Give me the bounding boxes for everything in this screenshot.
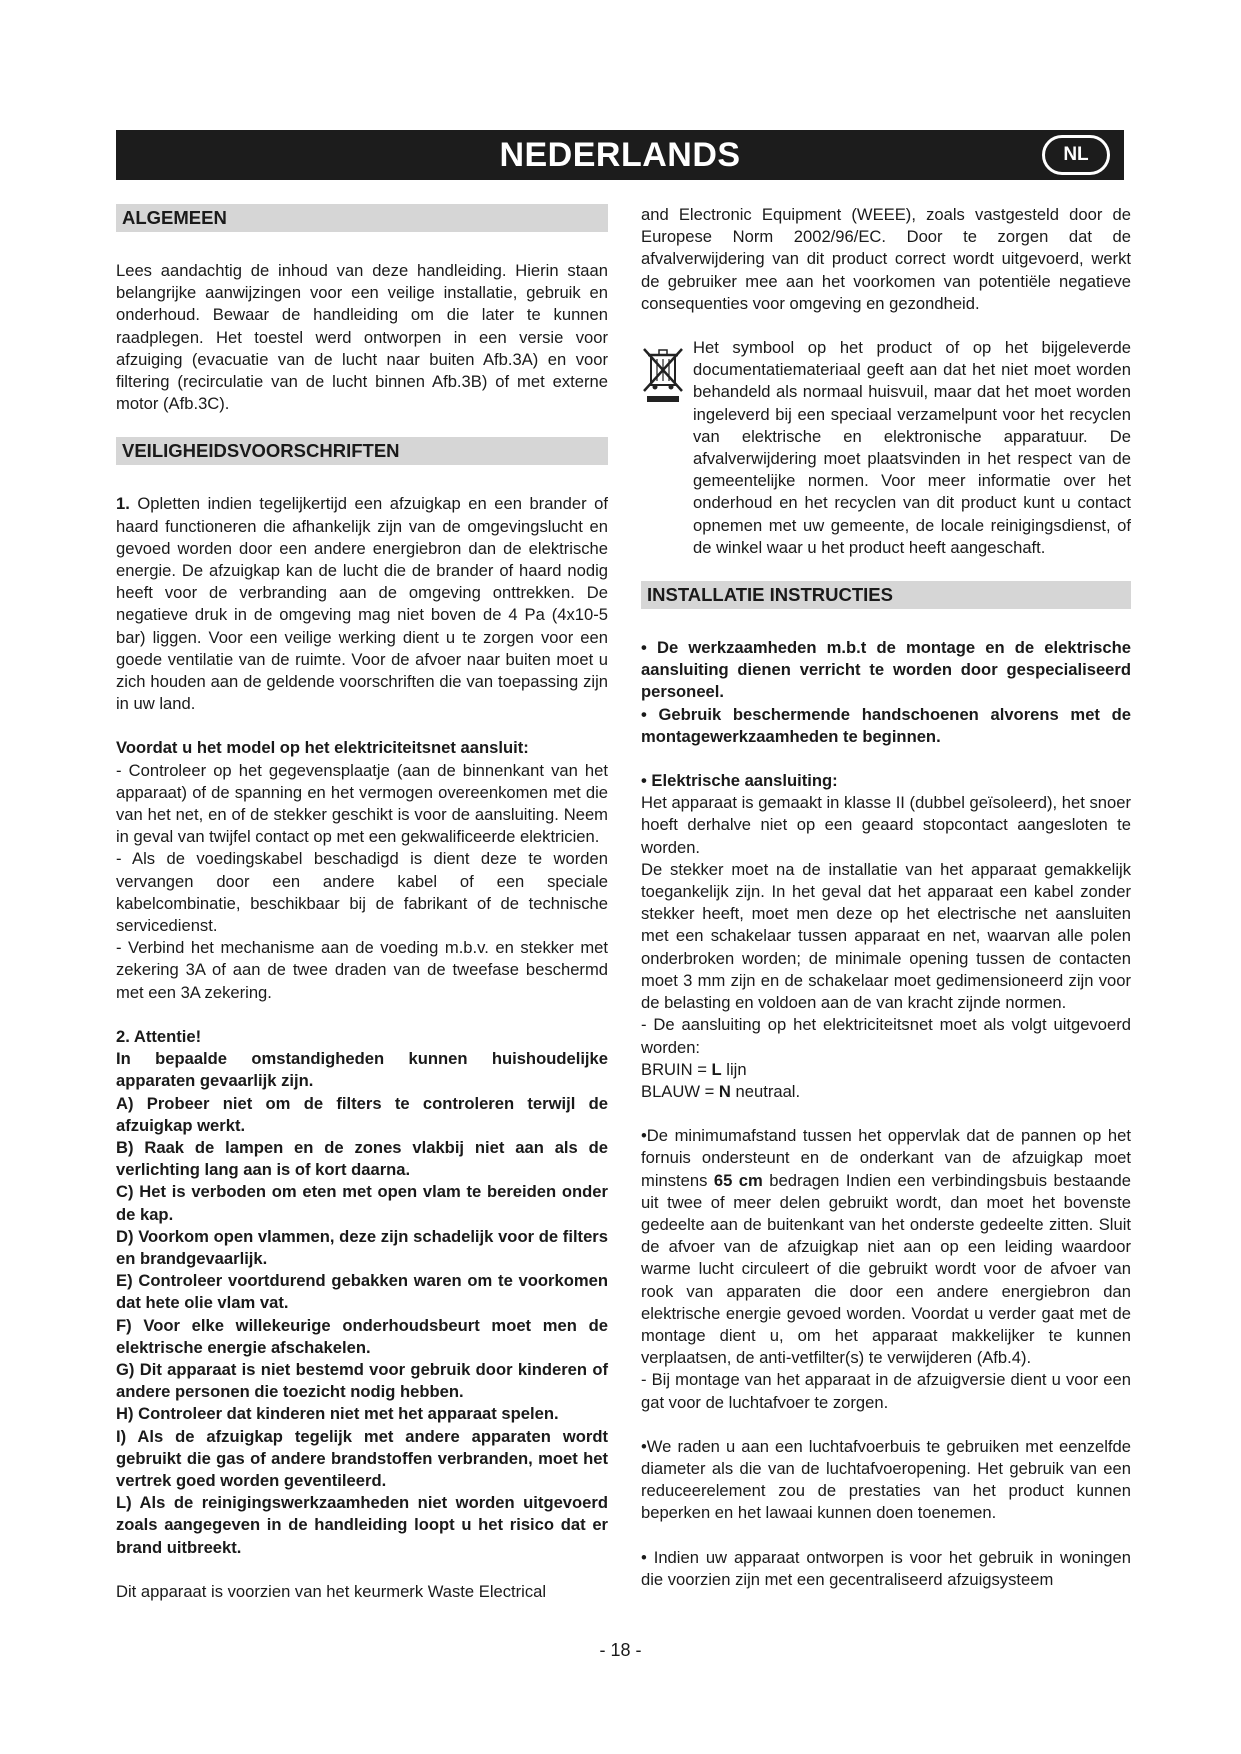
- wire-brown-desc: lijn: [721, 1059, 747, 1079]
- min-distance-text-c: bedragen Indien een verbindingsbuis bestaande uit twee of meer delen gebruikt wordt, dan moet het bovenste gedeelte aan de buitenkant van het onderste gedeelte zitten. Sluit de afvoer van de afzuigkap niet aan op een leiding waardoor warme lucht circuleert of die gebruikt wordt voor de afvoer van rook van apparaten die door een andere energiebron dan elektrische energie gevoed worden. Voordat u verder gaat met de montage dient u, om het apparaat makkelijker te kunnen verplaatsen, de anti-vetfilter(s) te verwijderen (Afb.4).: [641, 1170, 1131, 1368]
- section-header-algemeen: ALGEMEEN: [116, 204, 608, 232]
- attentie-item: H) Controleer dat kinderen niet met het apparaat spelen.: [116, 1404, 559, 1424]
- attentie-title: 2. Attentie!: [116, 1026, 202, 1046]
- weee-symbol-text: Het symbool op het product of op het bijgeleverde documentatiemateriaal geeft aan dat het niet moet worden behandeld als normaal huisvuil, maar dat het moet worden ingeleverd bij een speciaal verzamelpunt voor het recyclen van elektrische en elektronische apparatuur. De afvalverwijdering moet plaatsvinden in het respect van de gemeentelijke normen. Voor meer informatie over het onderhoud en het recyclen van dit product kunt u contact opnemen met uw gemeente, de locale reinigingsdienst, of de winkel waar u het product heeft aangeschaft.: [693, 338, 1131, 557]
- language-badge: NL: [1042, 135, 1110, 175]
- left-column: [116, 204, 608, 1603]
- bullet-gloves: • Gebruik beschermende handschoenen alvorens met de montagewerkzaamheden te beginnen.: [641, 704, 1131, 746]
- language-banner: [116, 130, 1124, 180]
- bullet-specialised-staff: • De werkzaamheden m.b.t de montage en de elektrische aansluiting dienen verricht te worden door gespecialiseerd personeel.: [641, 638, 1131, 702]
- attentie-item: L) Als de reinigingswerkzaamheden niet worden uitgevoerd zoals aangegeven in de handleiding loopt u het risico dat er brand uitbreekt.: [116, 1493, 608, 1557]
- voordat-item-3: - Verbind het mechanisme aan de voeding m.b.v. en stekker met zekering 3A of aan de twee draden van de tweefase beschermd met een 3A zekering.: [116, 938, 608, 1002]
- attentie-item: D) Voorkom open vlammen, deze zijn schadelijk voor de filters en brandgevaarlijk.: [116, 1226, 608, 1268]
- electric-paragraph-2: De stekker moet na de installatie van het apparaat gemakkelijk toegankelijk zijn. In het geval dat het apparaat een kabel zonder stekker heeft, moet men deze op het electrische net aansluiten met een schakelaar tussen apparaat en net, waarvan alle polen onderbroken worden; de minimale opening tussen de contacten moet 3 mm zijn en de schakelaar moet gedimensioneerd zijn voor de belasting en voldoen aan de van kracht zijnde normen.: [641, 859, 1131, 1013]
- wire-blue-code: N: [718, 1081, 731, 1101]
- safety-item-1: [116, 493, 608, 715]
- attentie-intro: In bepaalde omstandigheden kunnen huishoudelijke apparaten gevaarlijk zijn.: [116, 1049, 608, 1091]
- wire-blue-desc: neutraal.: [730, 1081, 801, 1101]
- wire-brown-code: L: [711, 1059, 722, 1079]
- attentie-item: A) Probeer niet om de filters te controleren terwijl de afzuigkap werkt.: [116, 1093, 608, 1135]
- attentie-item: G) Dit apparaat is niet bestemd voor gebruik door kinderen of andere personen die toezicht nodig hebben.: [116, 1359, 608, 1402]
- voordat-item-2: - Als de voedingskabel beschadigd is dient deze te worden vervangen door een andere kabel of een speciale kabelcombinatie, beschikbaar bij de fabrikant of de technische servicedienst.: [116, 849, 608, 936]
- electric-paragraph-1: Het apparaat is gemaakt in klasse II (dubbel geïsoleerd), het snoer hoeft derhalve niet op een geaard stopcontact aangesloten te worden.: [641, 793, 1131, 857]
- min-distance-paragraph: [641, 1125, 1131, 1369]
- page-number: - 18 -: [599, 1640, 642, 1660]
- section-header-veiligheid: VEILIGHEIDSVOORSCHRIFTEN: [116, 437, 608, 465]
- air-outlet-hole-paragraph: - Bij montage van het apparaat in de afzuigversie dient u voor een gat voor de luchtafvoer te zorgen.: [641, 1370, 1131, 1412]
- min-distance-text-a: •De minimumafstand tussen het oppervlak dat de pannen op het fornuis ondersteunt en de onderkant van de afzuigkap moet minstens: [641, 1126, 1131, 1190]
- attentie-item: C) Het is verboden om eten met open vlam te bereiden onder de kap.: [116, 1182, 608, 1224]
- electric-heading: • Elektrische aansluiting:: [641, 771, 838, 791]
- attentie-item: I) Als de afzuigkap tegelijk met andere apparaten wordt gebruikt die gas of andere brandstoffen verbranden, moet het vertrek goed worden geventileerd.: [116, 1426, 608, 1490]
- voordat-item-1: - Controleer op het gegevensplaatje (aan de binnenkant van het apparaat) of de spanning en het vermogen overeenkomen met die van het net, en of de stekker geschikt is voor de aansluiting. Neem in geval van twijfel contact op met een gekwalificeerde elektricien.: [116, 760, 608, 847]
- electric-paragraph-3: - De aansluiting op het elektriciteitsnet moet als volgt uitgevoerd worden:: [641, 1015, 1131, 1057]
- attentie-item: F) Voor elke willekeurige onderhoudsbeurt moet men de elektrische energie afschakelen.: [116, 1315, 608, 1357]
- wire-brown: [641, 1059, 1131, 1081]
- attentie-item: B) Raak de lampen en de zones vlakbij niet aan als de verlichting lang aan is of kort daarna.: [116, 1137, 608, 1180]
- right-column: [641, 204, 1131, 1591]
- safety-item-1-number: 1.: [116, 494, 130, 514]
- section-header-installatie: INSTALLATIE INSTRUCTIES: [641, 581, 1131, 609]
- voordat-heading: Voordat u het model op het elektriciteitsnet aansluit:: [116, 738, 529, 758]
- attentie-item: E) Controleer voortdurend gebakken waren om te voorkomen dat hete olie vlam vat.: [116, 1271, 608, 1313]
- safety-item-1-text: Opletten indien tegelijkertijd een afzuigkap en een brander of haard functioneren die afhankelijk zijn van de omgevingslucht en gevoed worden door een andere energiebron dan de elektrische energie. De afzuigkap kan de lucht die de brander of haard nodig heeft voor de verbranding aan de omgeving onttrekken. De negatieve druk in de omgeving mag niet boven de 4 Pa (4x10-5 bar) liggen. Voor een veilige werking dient u te zorgen voor een goede ventilatie van de ruimte. Voor de afvoer naar buiten moet u zich houden aan de geldende voorschriften die van toepassing zijn in uw land.: [116, 494, 608, 714]
- weee-paragraph-start: Dit apparaat is voorzien van het keurmerk Waste Electrical: [116, 1581, 547, 1601]
- centralised-system-paragraph: • Indien uw apparaat ontworpen is voor het gebruik in woningen die voorzien zijn met een gecentraliseerd afzuigsysteem: [641, 1547, 1131, 1589]
- weee-paragraph-continued: and Electronic Equipment (WEEE), zoals vastgesteld door de Europese Norm 2002/96/EC. Door te zorgen dat de afvalverwijdering van dit product correct wordt uitgevoerd, werkt de gebruiker mee aan het voorkomen van potentiële negatieve consequenties voor omgeving en gezondheid.: [641, 205, 1131, 313]
- banner-title: NEDERLANDS: [499, 136, 741, 174]
- algemeen-paragraph: Lees aandachtig de inhoud van deze handleiding. Hierin staan belangrijke aanwijzingen voor een veilige installatie, gebruik en onderhoud. Bewaar de handleiding om die later te kunnen raadplegen. Het toestel werd ontworpen in een versie voor afzuiging (evacuatie van de lucht naar buiten Afb.3A) en voor filtering (recirculatie van de lucht binnen Afb.3B) of met externe motor (Afb.3C).: [116, 261, 608, 414]
- crossed-bin-icon: [641, 343, 685, 403]
- wire-blue-label: BLAUW =: [641, 1081, 719, 1101]
- min-distance-value: 65 cm: [713, 1170, 763, 1190]
- wire-brown-label: BRUIN =: [641, 1059, 712, 1079]
- attentie-block: [116, 1026, 608, 1559]
- wire-blue: [641, 1081, 1131, 1103]
- weee-symbol-paragraph: [641, 337, 1131, 559]
- air-duct-paragraph: •We raden u aan een luchtafvoerbuis te gebruiken met eenzelfde diameter als die van de luchtafvoeropening. Het gebruik van een reduceerelement zou de prestaties van het product kunnen beperken en het lawaai kunnen doen toenemen.: [641, 1436, 1131, 1523]
